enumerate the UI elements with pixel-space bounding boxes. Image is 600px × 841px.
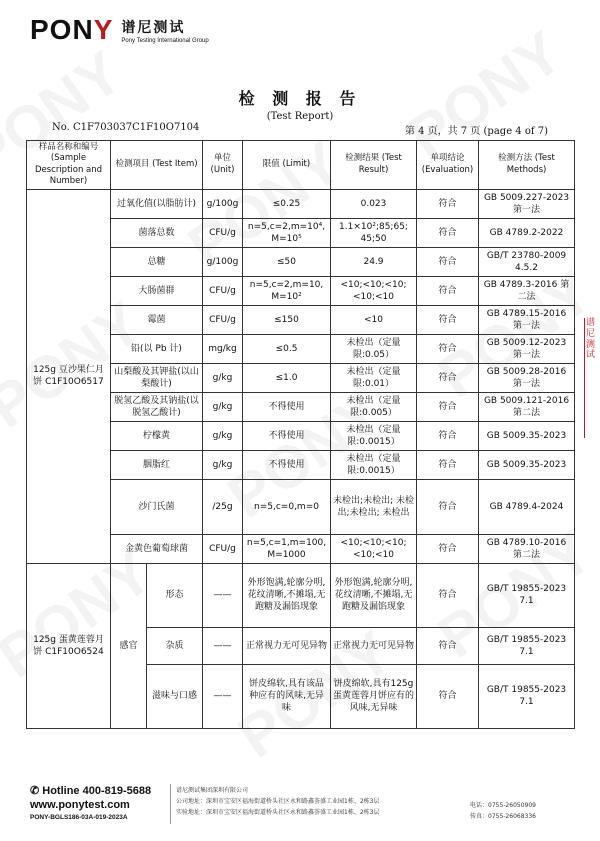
unit-cell: g/kg: [203, 392, 243, 421]
evaluation-cell: 符合: [417, 363, 479, 392]
item-cell: 脱氢乙酸及其钠盐(以脱氢乙酸计): [111, 392, 203, 421]
limit-cell: ≤1.0: [243, 363, 331, 392]
unit-cell: g/kg: [203, 450, 243, 479]
evaluation-cell: 符合: [417, 664, 479, 728]
table-row: [27, 189, 575, 218]
header-method: 检测方法 (Test Methods): [479, 141, 575, 190]
item-cell: 过氧化值(以脂肪计): [111, 189, 203, 218]
evaluation-cell: 符合: [417, 305, 479, 334]
item-cell: 滋味与口感: [147, 664, 203, 728]
page-info: 第 4 页，共 7 页 (page 4 of 7): [404, 126, 548, 137]
method-cell: GB 5009.35-2023: [479, 450, 575, 479]
limit-cell: 不得使用: [243, 392, 331, 421]
report-title: [0, 86, 600, 122]
limit-cell: ≤50: [243, 247, 331, 276]
unit-cell: CFU/g: [203, 534, 243, 563]
unit-cell: ——: [203, 664, 243, 728]
unit-cell: CFU/g: [203, 218, 243, 247]
item-cell: 大肠菌群: [111, 276, 203, 305]
result-cell: 24.9: [331, 247, 417, 276]
unit-cell: mg/kg: [203, 334, 243, 363]
result-cell: 外形饱满,轮廓分明,花纹清晰,不摊塌,无跑糖及漏馅现象: [331, 563, 417, 627]
evaluation-cell: 符合: [417, 563, 479, 627]
evaluation-cell: 符合: [417, 534, 479, 563]
title-en: (Test Report): [266, 111, 334, 122]
method-cell: GB 5009.35-2023: [479, 421, 575, 450]
item-cell: 沙门氏菌: [111, 479, 203, 534]
unit-cell: CFU/g: [203, 305, 243, 334]
header-limit: 限值 (Limit): [243, 141, 331, 190]
item-cell: 总糖: [111, 247, 203, 276]
method-cell: GB 5009.28-2016 第一法: [479, 363, 575, 392]
limit-cell: ≤150: [243, 305, 331, 334]
result-cell: <10;<10;<10; <10;<10: [331, 534, 417, 563]
unit-cell: g/kg: [203, 421, 243, 450]
sample-cell: 125g 豆沙果仁月饼 C1F10O6517: [27, 189, 111, 563]
result-cell: 未检出（定量限:0.0015）: [331, 421, 417, 450]
sensory-cell: 感官: [111, 563, 147, 728]
sample-cell: 125g 蛋黄莲蓉月饼 C1F10O6524: [27, 563, 111, 728]
limit-cell: 饼皮绵软,具有该品种应有的风味,无异味: [243, 664, 331, 728]
method-cell: GB/T 19855-2023 7.1: [479, 664, 575, 728]
item-cell: 金黄色葡萄球菌: [111, 534, 203, 563]
evaluation-cell: 符合: [417, 421, 479, 450]
footer: [0, 780, 600, 841]
result-cell: 未检出（定量限:0.01）: [331, 363, 417, 392]
method-cell: GB 5009.121-2016 第二法: [479, 392, 575, 421]
table-row: [27, 563, 575, 627]
method-cell: GB/T 23780-2009 4.5.2: [479, 247, 575, 276]
evaluation-cell: 符合: [417, 276, 479, 305]
item-cell: 柠檬黄: [111, 421, 203, 450]
header-item: 检测项目 (Test Item): [111, 141, 203, 190]
unit-cell: g/kg: [203, 363, 243, 392]
footer-company: 谱尼测试集团深圳有限公司: [176, 787, 249, 794]
table-header-row: [27, 141, 575, 190]
header-sample: 样品名称和编号 (Sample Description and Number): [27, 141, 111, 190]
limit-cell: n=5,c=2,m=10, M=10²: [243, 276, 331, 305]
company-logo: [30, 14, 209, 46]
website: www.ponytest.com: [30, 799, 130, 811]
method-cell: GB 4789.2-2022: [479, 218, 575, 247]
evaluation-cell: 符合: [417, 392, 479, 421]
limit-cell: 不得使用: [243, 450, 331, 479]
header-result: 检测结果 (Test Result): [331, 141, 417, 190]
limit-cell: n=5,c=1,m=100, M=1000: [243, 534, 331, 563]
result-cell: 0.023: [331, 189, 417, 218]
method-cell: GB 4789.4-2024: [479, 479, 575, 534]
evaluation-cell: 符合: [417, 627, 479, 664]
item-cell: 胭脂红: [111, 450, 203, 479]
item-cell: 铅(以 Pb 计): [111, 334, 203, 363]
unit-cell: g/100g: [203, 247, 243, 276]
method-cell: GB 4789.3-2016 第二法: [479, 276, 575, 305]
method-cell: GB 4789.10-2016 第二法: [479, 534, 575, 563]
result-cell: <10;<10;<10; <10;<10: [331, 276, 417, 305]
unit-cell: g/100g: [203, 189, 243, 218]
item-cell: 山梨酸及其钾盐(以山梨酸计): [111, 363, 203, 392]
logo-wordmark: PONY: [30, 14, 114, 45]
footer-lab-address: 实验地址：深圳市宝安区福海街道桥头社区永和路鑫荟盛工业园1栋、2栋3层: [176, 808, 380, 816]
method-cell: GB 5009.12-2023 第一法: [479, 334, 575, 363]
header-unit: 单位 (Unit): [203, 141, 243, 190]
limit-cell: 正常视力无可见异物: [243, 627, 331, 664]
item-cell: 霉菌: [111, 305, 203, 334]
limit-cell: n=5,c=0,m=0: [243, 479, 331, 534]
unit-cell: CFU/g: [203, 276, 243, 305]
footer-address: 公司地址：深圳市宝安区福海街道桥头社区永和路鑫荟盛工业园1栋、2栋3层: [176, 797, 380, 805]
method-cell: GB/T 19855-2023 7.1: [479, 627, 575, 664]
evaluation-cell: 符合: [417, 218, 479, 247]
header-evaluation: 单项结论 (Evaluation): [417, 141, 479, 190]
result-cell: 未检出（定量限:0.05）: [331, 334, 417, 363]
logo-cn: 谱尼测试: [121, 19, 186, 36]
hotline: ✆ Hotline 400-819-5688: [30, 785, 152, 797]
seal-stamp: 谱尼测试: [584, 318, 598, 438]
item-cell: 杂质: [147, 627, 203, 664]
unit-cell: ——: [203, 563, 243, 627]
logo-en: Pony Testing International Group: [121, 37, 209, 44]
evaluation-cell: 符合: [417, 479, 479, 534]
result-cell: 饼皮绵软,具有125g 蛋黄莲蓉月饼应有的风味,无异味: [331, 664, 417, 728]
result-cell: 未检出（定量限:0.005）: [331, 392, 417, 421]
evaluation-cell: 符合: [417, 334, 479, 363]
unit-cell: /25g: [203, 479, 243, 534]
method-cell: GB 5009.227-2023 第一法: [479, 189, 575, 218]
title-cn: 检 测 报 告: [238, 89, 362, 108]
footer-phone: 电话：0755-26050909: [470, 802, 536, 809]
footer-fax: 传真：0755-26068336: [470, 812, 536, 820]
result-cell: <10: [331, 305, 417, 334]
result-cell: 1.1×10²;85;65; 45;50: [331, 218, 417, 247]
limit-cell: ≤0.25: [243, 189, 331, 218]
limit-cell: n=5,c=2,m=10⁴, M=10⁵: [243, 218, 331, 247]
doc-code: PONY-BGLS186-03A-019-2023A: [30, 814, 128, 821]
evaluation-cell: 符合: [417, 189, 479, 218]
item-cell: 菌落总数: [111, 218, 203, 247]
evaluation-cell: 符合: [417, 450, 479, 479]
result-cell: 正常视力无可见异物: [331, 627, 417, 664]
report-number: No. C1F703037C1F10O7104: [52, 122, 200, 133]
footer-divider: [170, 784, 171, 824]
result-cell: 未检出;未检出; 未检出;未检出; 未检出: [331, 479, 417, 534]
limit-cell: ≤0.5: [243, 334, 331, 363]
method-cell: GB/T 19855-2023 7.1: [479, 563, 575, 627]
results-table: [26, 140, 575, 729]
limit-cell: 外形饱满,轮廓分明,花纹清晰,不摊塌,无跑糖及漏馅现象: [243, 563, 331, 627]
item-cell: 形态: [147, 563, 203, 627]
result-cell: 未检出（定量限:0.0015）: [331, 450, 417, 479]
limit-cell: 不得使用: [243, 421, 331, 450]
evaluation-cell: 符合: [417, 247, 479, 276]
method-cell: GB 4789.15-2016 第一法: [479, 305, 575, 334]
unit-cell: ——: [203, 627, 243, 664]
